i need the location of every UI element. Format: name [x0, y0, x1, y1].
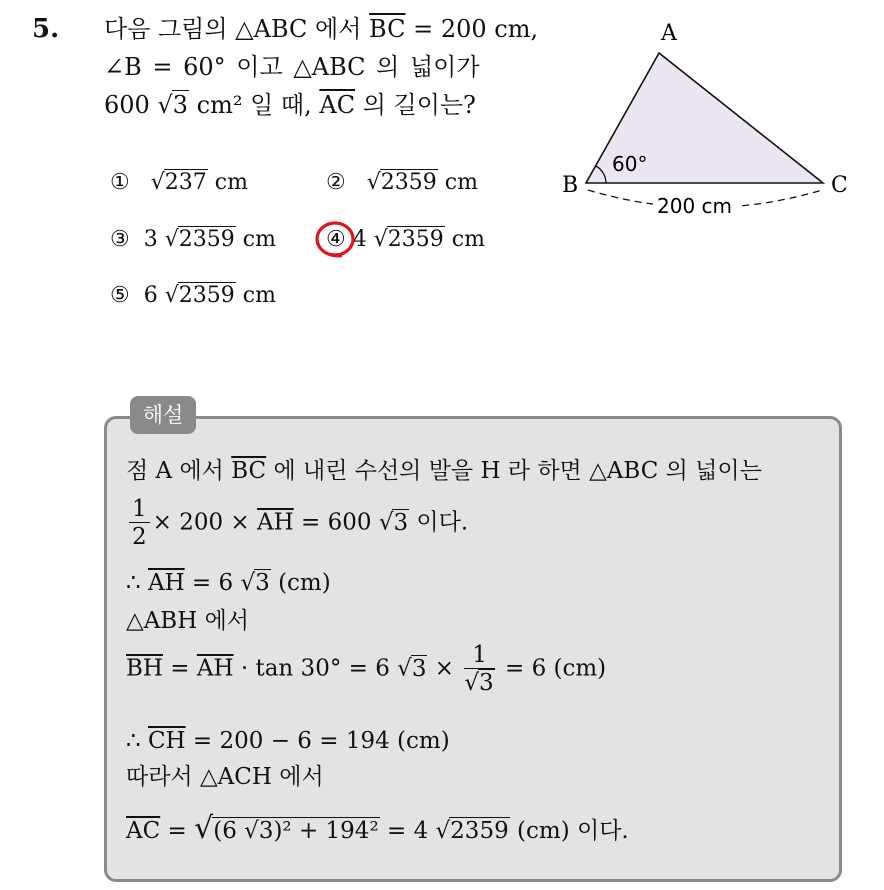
choice-3[interactable]: ③ 3 √2359 cm	[110, 227, 276, 252]
question-line-2: ∠B = 60° 이고 △ABC 의 넓이가	[104, 53, 480, 81]
choice-5[interactable]: ⑤ 6 √2359 cm	[110, 283, 276, 308]
solution-line-7: 따라서 △ACH 에서	[126, 764, 324, 790]
choice-4[interactable]: ④ 4 √2359 cm	[326, 227, 485, 252]
base-length-label: 200 cm	[657, 194, 733, 218]
vertex-b-label: B	[562, 173, 579, 198]
vertex-a-label: A	[661, 21, 677, 46]
solution-line-8: $\overline{AC} = √(6$ √3)² + 194² = 4 √2359 (cm) 이다.	[126, 811, 629, 846]
solution-line-6: ∴ $\overline{CH} = 200 - 6 = 194$ (cm)	[126, 728, 450, 754]
vertex-c-label: C	[831, 173, 848, 198]
question-number: 5.	[32, 14, 60, 44]
fraction-one-over-root3: $\frac{1}{√3}$	[464, 642, 494, 696]
solution-line-5: $\overline{BH} = \overline{AH} \cdot \tan 30^\circ = 6$ √3 × $\frac{1}{√3}$ = 6 (cm)	[126, 642, 607, 696]
answer-circle-icon	[310, 216, 362, 262]
question-line-3: 600 √3 cm² 일 때, $\overline{AC}$ 의 길이는?	[104, 91, 476, 119]
segment-bc: $\overline{BC}$	[369, 15, 406, 43]
segment-ac: $\overline{AC}$	[319, 91, 356, 119]
triangle-figure	[560, 20, 860, 230]
choice-2[interactable]: ② √2359 cm	[326, 170, 478, 195]
angle-label: 60°	[612, 152, 648, 176]
solution-line-2: $\frac{1}{2}$ × $200 \times \overline{AH} = 600$ √3 이다.	[126, 496, 468, 551]
choice-1[interactable]: ① √237 cm	[110, 170, 248, 195]
fraction-half: $\frac{1}{2}$	[129, 496, 150, 551]
question-line-1: 다음 그림의 △ABC 에서 $\overline{BC} = 200$ cm,	[104, 15, 539, 43]
solution-line-1: 점 A 에서 $\overline{BC}$ 에 내린 수선의 발을 H 라 하면 △ABC 의 넓이는	[126, 458, 762, 484]
solution-line-4: △ABH 에서	[126, 608, 250, 634]
solution-tag: 해설	[130, 396, 196, 434]
solution-line-3: ∴ $\overline{AH} = 6$ √3 (cm)	[126, 570, 331, 596]
